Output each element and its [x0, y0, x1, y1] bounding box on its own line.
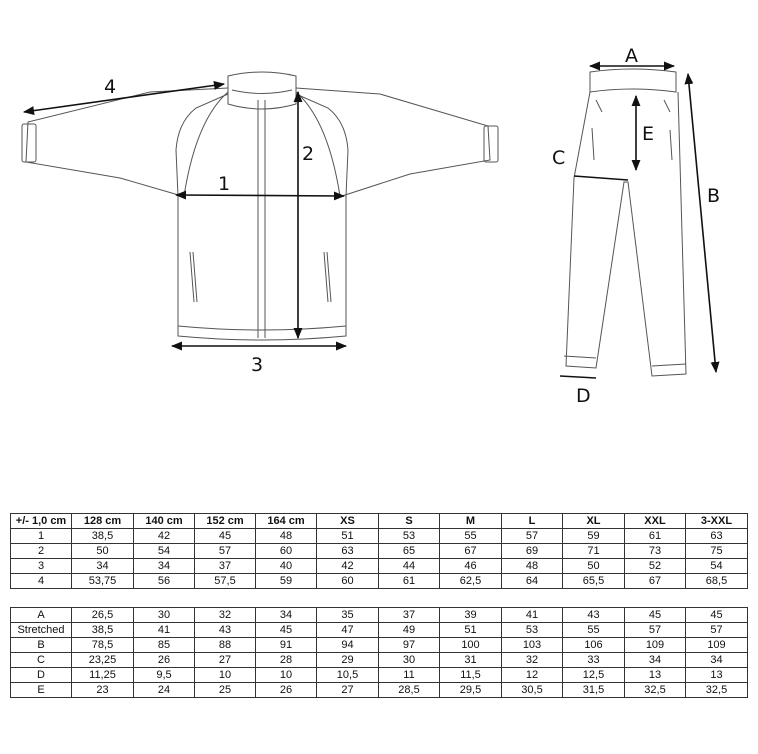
- label-3: 3: [251, 354, 264, 376]
- table-cell: 57: [502, 529, 563, 544]
- table-cell: 30,5: [502, 683, 563, 698]
- table-row: [11, 544, 748, 559]
- table-cell: 41: [502, 608, 563, 623]
- table-cell: 94: [317, 638, 379, 653]
- table-cell: 11,25: [72, 668, 134, 683]
- table-cell: 109: [686, 638, 748, 653]
- table-cell: 13: [686, 668, 748, 683]
- header-cell: XXL: [625, 514, 686, 529]
- table-cell: 11: [379, 668, 440, 683]
- table-cell: 25: [195, 683, 256, 698]
- table-row: [11, 668, 748, 683]
- table-cell: 34: [256, 608, 317, 623]
- header-cell: L: [502, 514, 563, 529]
- table-cell: 26: [134, 653, 195, 668]
- table-cell: 24: [134, 683, 195, 698]
- label-e: E: [642, 123, 655, 145]
- pants-illustration: [564, 69, 686, 376]
- table-cell: 38,5: [72, 623, 134, 638]
- table-cell: 37: [195, 559, 256, 574]
- table-cell: 71: [563, 544, 625, 559]
- table-cell: 46: [440, 559, 502, 574]
- label-c: C: [552, 147, 566, 169]
- table-cell: 106: [563, 638, 625, 653]
- table-cell: 48: [256, 529, 317, 544]
- table-cell: 60: [317, 574, 379, 589]
- table-cell: 53,75: [72, 574, 134, 589]
- table-cell: 48: [502, 559, 563, 574]
- table-cell: 27: [195, 653, 256, 668]
- table-row: [11, 623, 748, 638]
- table-cell: 45: [686, 608, 748, 623]
- table-cell: 12,5: [563, 668, 625, 683]
- table-cell: 45: [256, 623, 317, 638]
- table-cell: 54: [134, 544, 195, 559]
- table-cell: 30: [134, 608, 195, 623]
- table-cell: 23,25: [72, 653, 134, 668]
- table-cell: 29,5: [440, 683, 502, 698]
- table-cell: 40: [256, 559, 317, 574]
- table-row: [11, 529, 748, 544]
- table-cell: 60: [256, 544, 317, 559]
- label-d: D: [576, 385, 591, 407]
- label-2: 2: [302, 143, 315, 165]
- table-cell: 62,5: [440, 574, 502, 589]
- header-cell: XS: [317, 514, 379, 529]
- table-cell: 43: [195, 623, 256, 638]
- table-cell: 57,5: [195, 574, 256, 589]
- dimension-line-c: [574, 176, 628, 180]
- table-cell: 32,5: [686, 683, 748, 698]
- table-cell: 4: [11, 574, 72, 589]
- table-cell: 55: [563, 623, 625, 638]
- table-cell: 10: [256, 668, 317, 683]
- table-cell: 73: [625, 544, 686, 559]
- table-cell: B: [11, 638, 72, 653]
- table-cell: 30: [379, 653, 440, 668]
- table-cell: 65: [379, 544, 440, 559]
- table-cell: 51: [440, 623, 502, 638]
- table-cell: 78,5: [72, 638, 134, 653]
- label-4: 4: [104, 76, 117, 98]
- table-header-row: [11, 514, 748, 529]
- table-cell: 37: [379, 608, 440, 623]
- table-cell: 63: [317, 544, 379, 559]
- table-cell: 100: [440, 638, 502, 653]
- table-cell: 10: [195, 668, 256, 683]
- table-cell: 88: [195, 638, 256, 653]
- table-cell: 57: [686, 623, 748, 638]
- dimension-line-4: [24, 84, 224, 112]
- table-cell: 45: [195, 529, 256, 544]
- table-cell: 85: [134, 638, 195, 653]
- dimension-line-b: [688, 74, 716, 372]
- table-cell: 53: [379, 529, 440, 544]
- table-cell: 34: [625, 653, 686, 668]
- table-cell: Stretched: [11, 623, 72, 638]
- table-cell: 63: [686, 529, 748, 544]
- table-cell: 26,5: [72, 608, 134, 623]
- table-cell: 31,5: [563, 683, 625, 698]
- table-cell: 33: [563, 653, 625, 668]
- label-b: B: [707, 185, 721, 207]
- table-cell: 69: [502, 544, 563, 559]
- table-cell: 2: [11, 544, 72, 559]
- table-cell: 50: [563, 559, 625, 574]
- table-row: [11, 683, 748, 698]
- table-cell: 12: [502, 668, 563, 683]
- table-cell: 54: [686, 559, 748, 574]
- table-cell: 28,5: [379, 683, 440, 698]
- table-cell: 109: [625, 638, 686, 653]
- table-cell: 32: [502, 653, 563, 668]
- dimension-line-d: [560, 376, 596, 378]
- table-cell: 42: [317, 559, 379, 574]
- label-a: A: [625, 45, 638, 67]
- table-cell: 27: [317, 683, 379, 698]
- table-cell: 41: [134, 623, 195, 638]
- table-cell: 61: [379, 574, 440, 589]
- jacket-illustration: [22, 72, 498, 340]
- table-cell: 43: [563, 608, 625, 623]
- table-cell: 34: [72, 559, 134, 574]
- header-cell: 140 cm: [134, 514, 195, 529]
- header-cell: 152 cm: [195, 514, 256, 529]
- table-cell: 26: [256, 683, 317, 698]
- table-cell: A: [11, 608, 72, 623]
- table-cell: 13: [625, 668, 686, 683]
- table-cell: 53: [502, 623, 563, 638]
- table-cell: 39: [440, 608, 502, 623]
- pants-size-table: [10, 607, 748, 698]
- table-cell: 56: [134, 574, 195, 589]
- table-cell: 42: [134, 529, 195, 544]
- table-cell: 34: [686, 653, 748, 668]
- table-cell: 68,5: [686, 574, 748, 589]
- table-cell: 55: [440, 529, 502, 544]
- table-cell: 32: [195, 608, 256, 623]
- header-cell: 164 cm: [256, 514, 317, 529]
- table-cell: 91: [256, 638, 317, 653]
- table-cell: 1: [11, 529, 72, 544]
- table-cell: 32,5: [625, 683, 686, 698]
- table-cell: 31: [440, 653, 502, 668]
- table-cell: 97: [379, 638, 440, 653]
- label-1: 1: [218, 173, 231, 195]
- header-cell: 128 cm: [72, 514, 134, 529]
- header-cell: +/- 1,0 cm: [11, 514, 72, 529]
- table-cell: C: [11, 653, 72, 668]
- table-cell: 3: [11, 559, 72, 574]
- table-row: [11, 608, 748, 623]
- table-cell: 9,5: [134, 668, 195, 683]
- table-cell: 10,5: [317, 668, 379, 683]
- table-cell: 11,5: [440, 668, 502, 683]
- table-cell: 59: [256, 574, 317, 589]
- table-cell: 44: [379, 559, 440, 574]
- table-cell: 67: [440, 544, 502, 559]
- table-cell: 52: [625, 559, 686, 574]
- dimension-line-1: [176, 195, 344, 196]
- header-cell: M: [440, 514, 502, 529]
- table-cell: 103: [502, 638, 563, 653]
- table-cell: 28: [256, 653, 317, 668]
- table-cell: 57: [195, 544, 256, 559]
- table-cell: 64: [502, 574, 563, 589]
- table-cell: 23: [72, 683, 134, 698]
- header-cell: XL: [563, 514, 625, 529]
- table-row: [11, 574, 748, 589]
- table-cell: 29: [317, 653, 379, 668]
- table-cell: 38,5: [72, 529, 134, 544]
- table-cell: 59: [563, 529, 625, 544]
- table-row: [11, 653, 748, 668]
- table-cell: 50: [72, 544, 134, 559]
- jacket-size-table: [10, 513, 748, 589]
- table-row: [11, 559, 748, 574]
- table-cell: 35: [317, 608, 379, 623]
- table-cell: 51: [317, 529, 379, 544]
- table-cell: 49: [379, 623, 440, 638]
- table-cell: 45: [625, 608, 686, 623]
- table-cell: D: [11, 668, 72, 683]
- table-cell: 47: [317, 623, 379, 638]
- table-row: [11, 638, 748, 653]
- table-cell: 34: [134, 559, 195, 574]
- table-cell: 57: [625, 623, 686, 638]
- table-cell: 61: [625, 529, 686, 544]
- table-cell: 65,5: [563, 574, 625, 589]
- table-cell: E: [11, 683, 72, 698]
- header-cell: 3-XXL: [686, 514, 748, 529]
- table-cell: 67: [625, 574, 686, 589]
- header-cell: S: [379, 514, 440, 529]
- table-cell: 75: [686, 544, 748, 559]
